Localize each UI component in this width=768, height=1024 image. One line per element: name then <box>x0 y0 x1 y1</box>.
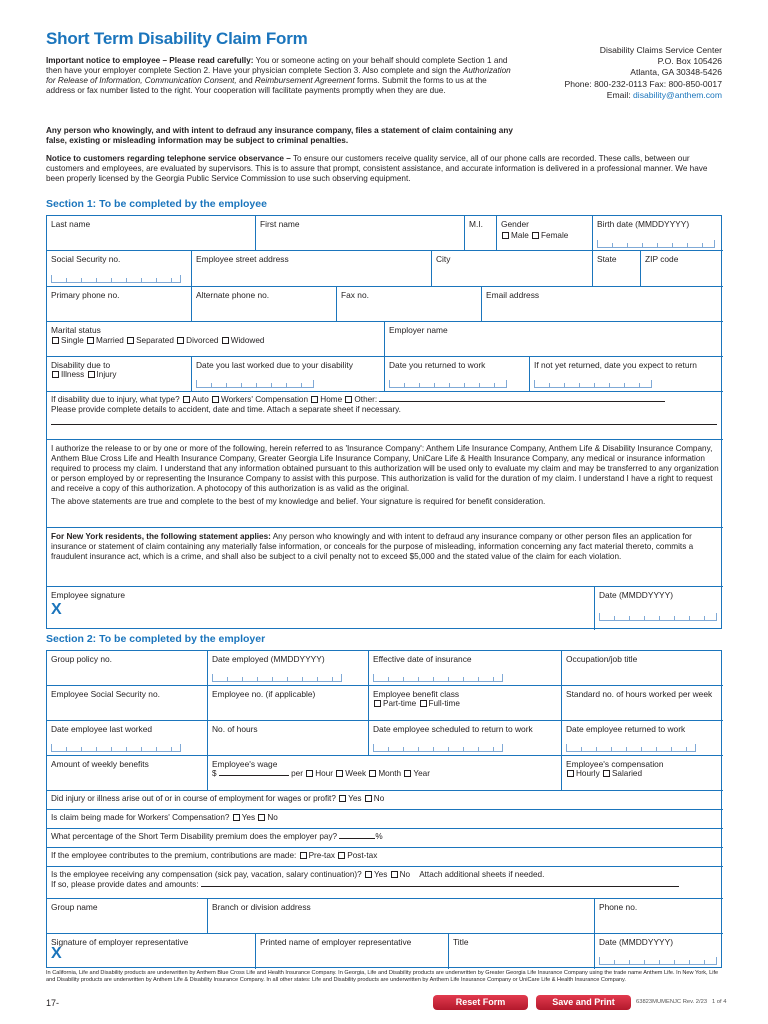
dollar-sign: $ <box>212 769 217 779</box>
fax-label: Fax no. <box>341 290 369 300</box>
expect-return-ticks <box>534 380 652 388</box>
statements-true-text: The above statements are true and complete to the best of my knowledge and belief. Your signature is required for benefit consideration. <box>51 497 546 506</box>
observation-notice <box>46 154 722 184</box>
q-other-comp-label: Is the employee receiving any compensation (sick pay, vacation, salary continuation)? <box>51 870 362 879</box>
year-label: Year <box>413 769 430 779</box>
weekly-benefits-field[interactable] <box>47 756 208 791</box>
reset-form-button[interactable]: Reset Form <box>433 995 528 1010</box>
effective-date-field[interactable] <box>369 651 562 686</box>
year-checkbox[interactable] <box>404 770 411 777</box>
employee-signature-label: Employee signature <box>51 590 126 600</box>
benefit-class-label: Employee benefit class <box>373 689 460 699</box>
q-injury-yes-label: Yes <box>348 794 362 803</box>
week-checkbox[interactable] <box>336 770 343 777</box>
state-field[interactable] <box>593 251 641 287</box>
home-checkbox[interactable] <box>311 396 318 403</box>
scheduled-return-label: Date employee scheduled to return to work <box>373 724 533 734</box>
rep-title-field[interactable] <box>449 934 595 969</box>
form-code-text: 63823MUMENJC Rev. 2/23 <box>636 999 708 1005</box>
q-contrib-row <box>47 848 723 867</box>
post-tax-checkbox[interactable] <box>338 852 345 859</box>
rep-title-label: Title <box>453 937 469 947</box>
compensation-label: Employee's compensation <box>566 759 664 769</box>
month-label: Month <box>378 769 402 779</box>
divorced-label: Divorced <box>186 336 219 346</box>
email-label-field: Email address <box>486 290 540 300</box>
q-other-comp-no-label: No <box>399 870 411 879</box>
emp-ssn-field[interactable] <box>47 686 208 721</box>
ny-statement <box>47 528 723 587</box>
emp-ssn-label: Employee Social Security no. <box>51 689 160 699</box>
emp-phone-label: Phone no. <box>599 902 638 912</box>
form-code <box>636 999 726 1006</box>
page-title: Short Term Disability Claim Form <box>46 29 308 48</box>
injury-type-field <box>47 392 723 440</box>
date-employed-field[interactable] <box>208 651 369 686</box>
observation-heading: Notice to customers regarding telephone service observance – <box>46 154 291 163</box>
email-field[interactable] <box>482 287 723 322</box>
scheduled-return-ticks <box>373 744 503 752</box>
date-employed-label: Date employed (MMDDYYYY) <box>212 654 325 664</box>
disability-due-label: Disability due to <box>51 360 111 370</box>
address-line3: Atlanta, GA 30348-5426 <box>630 67 722 78</box>
auto-label: Auto <box>191 395 209 404</box>
signature-x-mark: X <box>51 601 62 619</box>
page-number: 1 of 4 <box>711 999 727 1005</box>
injury-label: Injury <box>96 370 117 380</box>
per-label: per <box>291 769 303 779</box>
q-premium-row <box>47 829 723 848</box>
expect-return-field[interactable] <box>530 357 723 392</box>
details-input[interactable] <box>51 424 717 425</box>
salaried-label: Salaried <box>611 769 642 779</box>
male-checkbox[interactable] <box>502 232 509 239</box>
street-label: Employee street address <box>196 254 289 264</box>
gender-field <box>497 216 593 251</box>
q-injury-yes-checkbox[interactable] <box>339 795 346 802</box>
female-checkbox[interactable] <box>532 232 539 239</box>
branch-label: Branch or division address <box>212 902 311 912</box>
compensation-field <box>562 756 723 791</box>
birth-date-label: Birth date (MMDDYYYY) <box>597 219 690 229</box>
q-workers-label: Is claim being made for Workers' Compensation? <box>51 813 230 822</box>
hourly-checkbox[interactable] <box>567 770 574 777</box>
rep-signature-x-mark: X <box>51 945 62 963</box>
alt-phone-label: Alternate phone no. <box>196 290 270 300</box>
fraud-warning: Any person who knowingly, and with intent to defraud any insurance company, files a statement of claim containing any false, existing or misleading information may be subject to criminal penalties. <box>46 126 513 145</box>
birth-date-field[interactable] <box>593 216 723 251</box>
section2-form <box>46 650 722 968</box>
q-other-comp-no-checkbox[interactable] <box>391 871 398 878</box>
address-line2: P.O. Box 105426 <box>657 56 722 67</box>
premium-pct-input[interactable] <box>339 838 375 839</box>
no-hours-label: No. of hours <box>212 724 258 734</box>
employee-date-ticks <box>599 613 717 621</box>
benefit-class-field <box>369 686 562 721</box>
ny-text: Any person who knowingly and with intent to defraud any insurance company or other person files an application for insurance or statement of claim containing any materially false information, or conceals for the purpose of misleading, information concerning any fact material thereto, commits a fraudulent insurance act, which is a crime, and shall also be subject to a civil penalty not to exceed $5,000 and the stated value of the claim for each violation. <box>51 532 694 561</box>
authorization-text: I authorize the release to or by one or more of the following, herein referred to as 'Insurance Company': Anthem Life Insurance Company, Anthem Life & Disability Insurance Company, Anthem Blue Cross Life and Health Insurance Company, Greater Georgia Life Insurance Company, UniCare Life & Health Insurance Company, any medical or insurance information required to process my claim. I understand that any information obtained pursuant to this authorization will be used only to evaluate my claim and may be transferred to any organization or person employed by or representing the Insurance Company to assist with this purpose. This authorization is valid for the duration of my claim. I understand I have a right to request and receive a copy of this authorization. A photocopy of this authorization is as valid as the original. <box>51 444 719 493</box>
no-hours-field[interactable] <box>208 721 369 756</box>
other-checkbox[interactable] <box>345 396 352 403</box>
q-injury-no-checkbox[interactable] <box>365 795 372 802</box>
hour-label: Hour <box>315 769 333 779</box>
home-label: Home <box>320 395 343 404</box>
first-name-field[interactable] <box>256 216 465 251</box>
returned-ticks <box>389 380 507 388</box>
rep-signature-label: Signature of employer representative <box>51 937 189 947</box>
emp-returned-ticks <box>566 744 696 752</box>
returned-field[interactable] <box>385 357 530 392</box>
primary-phone-label: Primary phone no. <box>51 290 120 300</box>
q-other-comp-yes-label: Yes <box>373 870 388 879</box>
illness-checkbox[interactable] <box>52 371 59 378</box>
employee-signature-field[interactable] <box>47 587 595 630</box>
female-label: Female <box>541 231 569 241</box>
emp-returned-field[interactable] <box>562 721 723 756</box>
q-other-comp-yes-checkbox[interactable] <box>365 871 372 878</box>
ssn-label: Social Security no. <box>51 254 121 264</box>
widowed-label: Widowed <box>230 336 265 346</box>
q-workers-yes-checkbox[interactable] <box>233 814 240 821</box>
address-phone: Phone: 800-232-0113 Fax: 800-850-0017 <box>564 78 722 89</box>
important-notice <box>46 56 516 96</box>
pct-sign: % <box>375 832 383 841</box>
city-label: City <box>436 254 451 264</box>
primary-phone-field[interactable] <box>47 287 192 322</box>
section1-form <box>46 215 722 629</box>
marital-label: Marital status <box>51 325 101 335</box>
emp-no-label: Employee no. (if applicable) <box>212 689 316 699</box>
emp-last-worked-ticks <box>51 744 181 752</box>
rep-date-field[interactable] <box>595 934 723 969</box>
emp-last-worked-label: Date employee last worked <box>51 724 153 734</box>
q-workers-no-label: No <box>267 813 278 822</box>
city-field[interactable] <box>432 251 593 287</box>
underwriter-disclaimer: In California, Life and Disability products are underwritten by Anthem Blue Cross Life and Health Insurance Company. In Georgia, Life and Disability products are underwritten by Greater Georgia Life Insurance Company using the trade name Anthem Life. In New York, Life and Disability products are underwritten by Anthem Life & Disability Insurance Company. In all other states: Life and Disability products are underwritten by Anthem Life Insurance Company or UniCare Life & Health Insurance Company. <box>46 970 719 983</box>
printed-name-field[interactable] <box>256 934 449 969</box>
salaried-checkbox[interactable] <box>603 770 610 777</box>
single-label: Single <box>61 336 84 346</box>
last-worked-field[interactable] <box>192 357 385 392</box>
employee-date-label: Date (MMDDYYYY) <box>599 590 673 600</box>
branch-field[interactable] <box>208 899 595 934</box>
section2-heading: Section 2: To be completed by the employer <box>46 633 266 645</box>
q-premium-label: What percentage of the Short Term Disability premium does the employer pay? <box>51 832 338 841</box>
group-policy-field[interactable] <box>47 651 208 686</box>
save-print-button[interactable]: Save and Print <box>536 995 631 1010</box>
mi-label: M.I. <box>469 219 483 229</box>
group-name-field[interactable] <box>47 899 208 934</box>
if-so-label: If so, please provide dates and amounts: <box>51 880 199 889</box>
printed-name-label: Printed name of employer representative <box>260 937 412 947</box>
zip-field[interactable] <box>641 251 723 287</box>
disability-due-field <box>47 357 192 392</box>
authorization-block <box>47 440 723 528</box>
occupation-field[interactable] <box>562 651 723 686</box>
other-label: Other: <box>354 395 378 404</box>
illness-label: Illness <box>61 370 85 380</box>
q-injury-no-label: No <box>373 794 385 803</box>
notice-text2: and <box>236 76 255 85</box>
date-employed-ticks <box>212 674 342 682</box>
full-time-label: Full-time <box>428 699 460 709</box>
married-label: Married <box>96 336 124 346</box>
part-time-label: Part-time <box>383 699 417 709</box>
observation-text: To ensure our customers receive quality service, all of our phone calls are recorded. These calls, between our customers and employees, are evaluated by supervisors. This is to assure that prompt, consistent assistance, and accurate information is delivered in a professional manner. We have been properly licensed by the Georgia Public Service Commission to use such observing equipment. <box>46 154 708 183</box>
ssn-field[interactable] <box>47 251 192 287</box>
post-tax-label: Post-tax <box>347 851 378 860</box>
employer-name-field[interactable] <box>385 322 723 357</box>
expect-return-label: If not yet returned, date you expect to return <box>534 360 697 370</box>
notice-text3: forms. Submit the forms to us at the address or fax number listed to the right. Your cooperation will facilitate payments promptly when they are due. <box>46 76 487 95</box>
month-checkbox[interactable] <box>369 770 376 777</box>
ny-heading: For New York residents, the following statement applies: <box>51 532 271 541</box>
q-injury-row <box>47 791 723 810</box>
dates-amounts-input[interactable] <box>201 886 679 887</box>
alt-phone-field[interactable] <box>192 287 337 322</box>
page-code: 17- <box>46 998 60 1008</box>
divorced-checkbox[interactable] <box>177 337 184 344</box>
emp-no-field[interactable] <box>208 686 369 721</box>
other-input[interactable] <box>379 401 665 402</box>
widowed-checkbox[interactable] <box>222 337 229 344</box>
pre-tax-label: Pre-tax <box>308 851 335 860</box>
zip-label: ZIP code <box>645 254 679 264</box>
last-worked-label: Date you last worked due to your disability <box>196 360 353 370</box>
wage-input[interactable] <box>219 775 289 776</box>
part-time-checkbox[interactable] <box>374 700 381 707</box>
workers-comp-label: Workers' Compensation <box>221 395 309 404</box>
full-time-checkbox[interactable] <box>420 700 427 707</box>
occupation-label: Occupation/job title <box>566 654 638 664</box>
q-contrib-label: If the employee contributes to the premium, contributions are made: <box>51 851 297 860</box>
rep-date-ticks <box>599 957 717 965</box>
rep-signature-field[interactable] <box>47 934 256 969</box>
injury-type-label: If disability due to injury, what type? <box>51 395 180 404</box>
hourly-label: Hourly <box>576 769 600 779</box>
notice-text1: You or someone acting on your behalf should complete Section 1 and then have your employer complete Section 2. Have your physician complete Section 3. Also complete and sign the <box>46 56 508 75</box>
notice-italic2: Reimbursement Agreement <box>254 76 355 85</box>
section1-heading: Section 1: To be completed by the employee <box>46 198 267 210</box>
mi-field[interactable] <box>465 216 497 251</box>
std-hours-field[interactable] <box>562 686 723 721</box>
returned-label: Date you returned to work <box>389 360 486 370</box>
first-name-label: First name <box>260 219 300 229</box>
employer-name-label: Employer name <box>389 325 448 335</box>
address-line1: Disability Claims Service Center <box>599 45 722 55</box>
auto-checkbox[interactable] <box>183 396 190 403</box>
q-other-comp-row <box>47 867 723 899</box>
state-label: State <box>597 254 617 264</box>
injury-checkbox[interactable] <box>88 371 95 378</box>
email-link[interactable]: disability@anthem.com <box>633 89 722 100</box>
street-field[interactable] <box>192 251 432 287</box>
q-workers-no-checkbox[interactable] <box>258 814 265 821</box>
q-workers-yes-label: Yes <box>241 813 256 822</box>
rep-date-label: Date (MMDDYYYY) <box>599 937 673 947</box>
group-policy-label: Group policy no. <box>51 654 112 664</box>
ssn-ticks <box>51 275 181 283</box>
fax-field[interactable] <box>337 287 482 322</box>
std-hours-label: Standard no. of hours worked per week <box>566 689 713 699</box>
male-label: Male <box>511 231 529 241</box>
workers-comp-checkbox[interactable] <box>212 396 219 403</box>
notice-heading: Important notice to employee – Please read carefully: <box>46 56 254 65</box>
q-workers-row <box>47 810 723 829</box>
week-label: Week <box>345 769 367 779</box>
effective-date-label: Effective date of insurance <box>373 654 472 664</box>
marital-field <box>47 322 385 357</box>
birth-date-ticks <box>597 240 715 248</box>
notice-italic: Authorization for Release of Information, Communication Consent, <box>46 66 511 85</box>
weekly-benefits-label: Amount of weekly benefits <box>51 759 149 769</box>
effective-date-ticks <box>373 674 503 682</box>
wage-label: Employee's wage <box>212 759 278 769</box>
separated-label: Separated <box>136 336 174 346</box>
email-label: Email: <box>606 89 634 100</box>
q-injury-label: Did injury or illness arise out of or in course of employment for wages or profit? <box>51 794 336 803</box>
pre-tax-checkbox[interactable] <box>300 852 307 859</box>
gender-label: Gender <box>501 219 529 229</box>
emp-last-worked-field[interactable] <box>47 721 208 756</box>
employee-date-field[interactable] <box>595 587 723 630</box>
details-label: Please provide complete details to accident, date and time. Attach a separate sheet if necessary. <box>51 405 401 414</box>
group-name-label: Group name <box>51 902 98 912</box>
separated-checkbox[interactable] <box>127 337 134 344</box>
single-checkbox[interactable] <box>52 337 59 344</box>
emp-phone-field[interactable] <box>595 899 723 934</box>
wage-field <box>208 756 562 791</box>
attach-note: Attach additional sheets if needed. <box>419 870 545 879</box>
last-name-label: Last name <box>51 219 91 229</box>
hour-checkbox[interactable] <box>306 770 313 777</box>
last-name-field[interactable] <box>47 216 256 251</box>
emp-returned-label: Date employee returned to work <box>566 724 686 734</box>
last-worked-ticks <box>196 380 314 388</box>
scheduled-return-field[interactable] <box>369 721 562 756</box>
married-checkbox[interactable] <box>87 337 94 344</box>
